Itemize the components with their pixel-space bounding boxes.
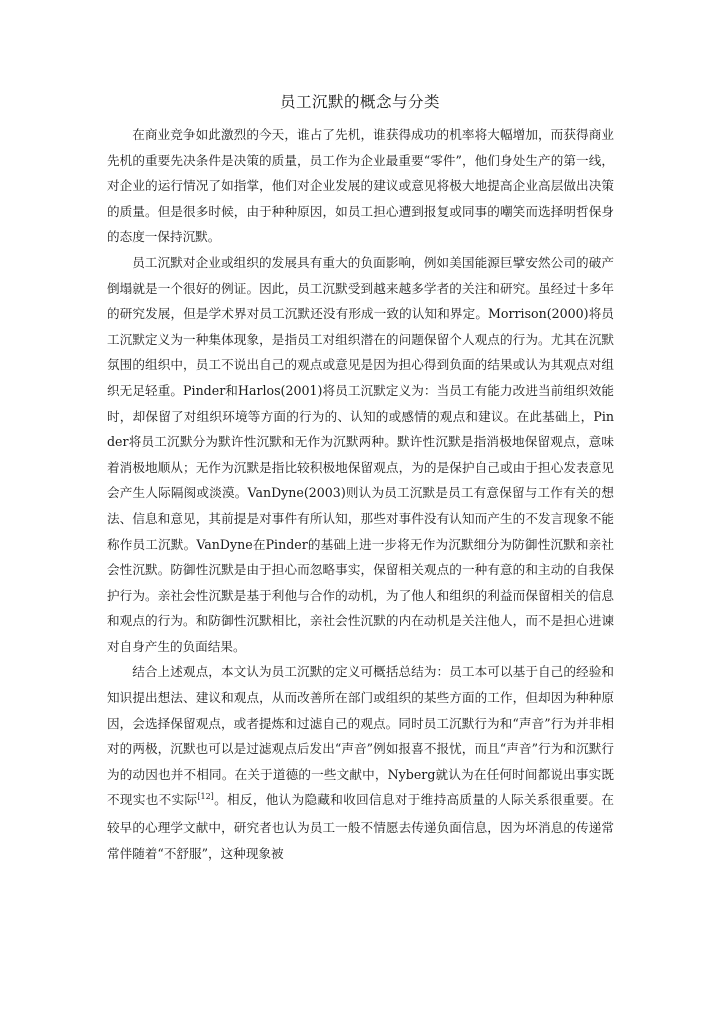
document-body — [107, 122, 614, 866]
citation-superscript: [12] — [197, 792, 214, 802]
paragraph-2: 员工沉默对企业或组织的发展具有重大的负面影响，例如美国能源巨擘安然公司的破产倒塌就是一个很好的例证。因此，员工沉默受到越来越多学者的关注和研究。虽经过十多年的研究发展，但是学术界对员工沉默还没有形成一致的认知和界定。Morrison(2000)将员工沉默定义为一种集体现象，是指员工对组织潜在的问题保留个人观点的行为。尤其在沉默氛围的组织中，员工不说出自己的观点或意见是因为担心得到负面的结果或认为其观点对组织无足轻重。Pinder和Harlos(2001)将员工沉默定义为：当员工有能力改进当前组织效能时，却保留了对组织环境等方面的行为的、认知的或感情的观点和建议。在此基础上，Pinder将员工沉默分为默许性沉默和无作为沉默两种。默许性沉默是指消极地保留观点，意味着消极地顺从；无作为沉默是指比较积极地保留观点，为的是保护自己或由于担心发表意见会产生人际隔阂或淡漠。VanDyne(2003)则认为员工沉默是员工有意保留与工作有关的想法、信息和意见，其前提是对事件有所认知，那些对事件没有认知而产生的不发言现象不能称作员工沉默。VanDyne在Pinder的基础上进一步将无作为沉默细分为防御性沉默和亲社会性沉默。防御性沉默是由于担心而忽略事实，保留相关观点的一种有意的和主动的自我保护行为。亲社会性沉默是基于利他与合作的动机，为了他人和组织的利益而保留相关的信息和观点的行为。和防御性沉默相比，亲社会性沉默的内在动机是关注他人，而不是担心进谏对自身产生的负面结果。 — [107, 254, 614, 654]
paragraph-1: 在商业竞争如此激烈的今天，谁占了先机，谁获得成功的机率将大幅增加，而获得商业先机的重要先决条件是决策的质量，员工作为企业最重要“零件”，他们身处生产的第一线，对企业的运行情况了如指掌，他们对企业发展的建议或意见将极大地提高企业高层做出决策的质量。但是很多时候，由于种种原因，如员工担心遭到报复或同事的嘲笑而选择明哲保身的态度一保持沉默。 — [107, 127, 614, 245]
paragraph-3-text-after-citation: 。相反，他认为隐藏和收回信息对于维持高质量的人际关系很重要。在较早的心理学文献中，研究者也认为员工一般不情愿去传递负面信息，因为坏消息的传递常常伴随着“不舒服”，这种现象被 — [107, 792, 615, 861]
paragraph-3 — [107, 659, 614, 866]
paragraph-3-text-before-citation: 结合上述观点，本文认为员工沉默的定义可概括总结为：员工本可以基于自己的经验和知识提出想法、建议和观点，从而改善所在部门或组织的某些方面的工作，但却因为种种原因，会选择保留观点，或者提炼和过滤自己的观点。同时员工沉默行为和“声音”行为并非相对的两极，沉默也可以是过滤观点后发出“声音”例如报喜不报忧，而且“声音”行为和沉默行为的动因也并不相同。在关于道德的一些文献中，Nyberg就认为在任何时间都说出事实既不现实也不实际 — [107, 664, 614, 808]
page-title: 员工沉默的概念与分类 — [279, 93, 440, 111]
